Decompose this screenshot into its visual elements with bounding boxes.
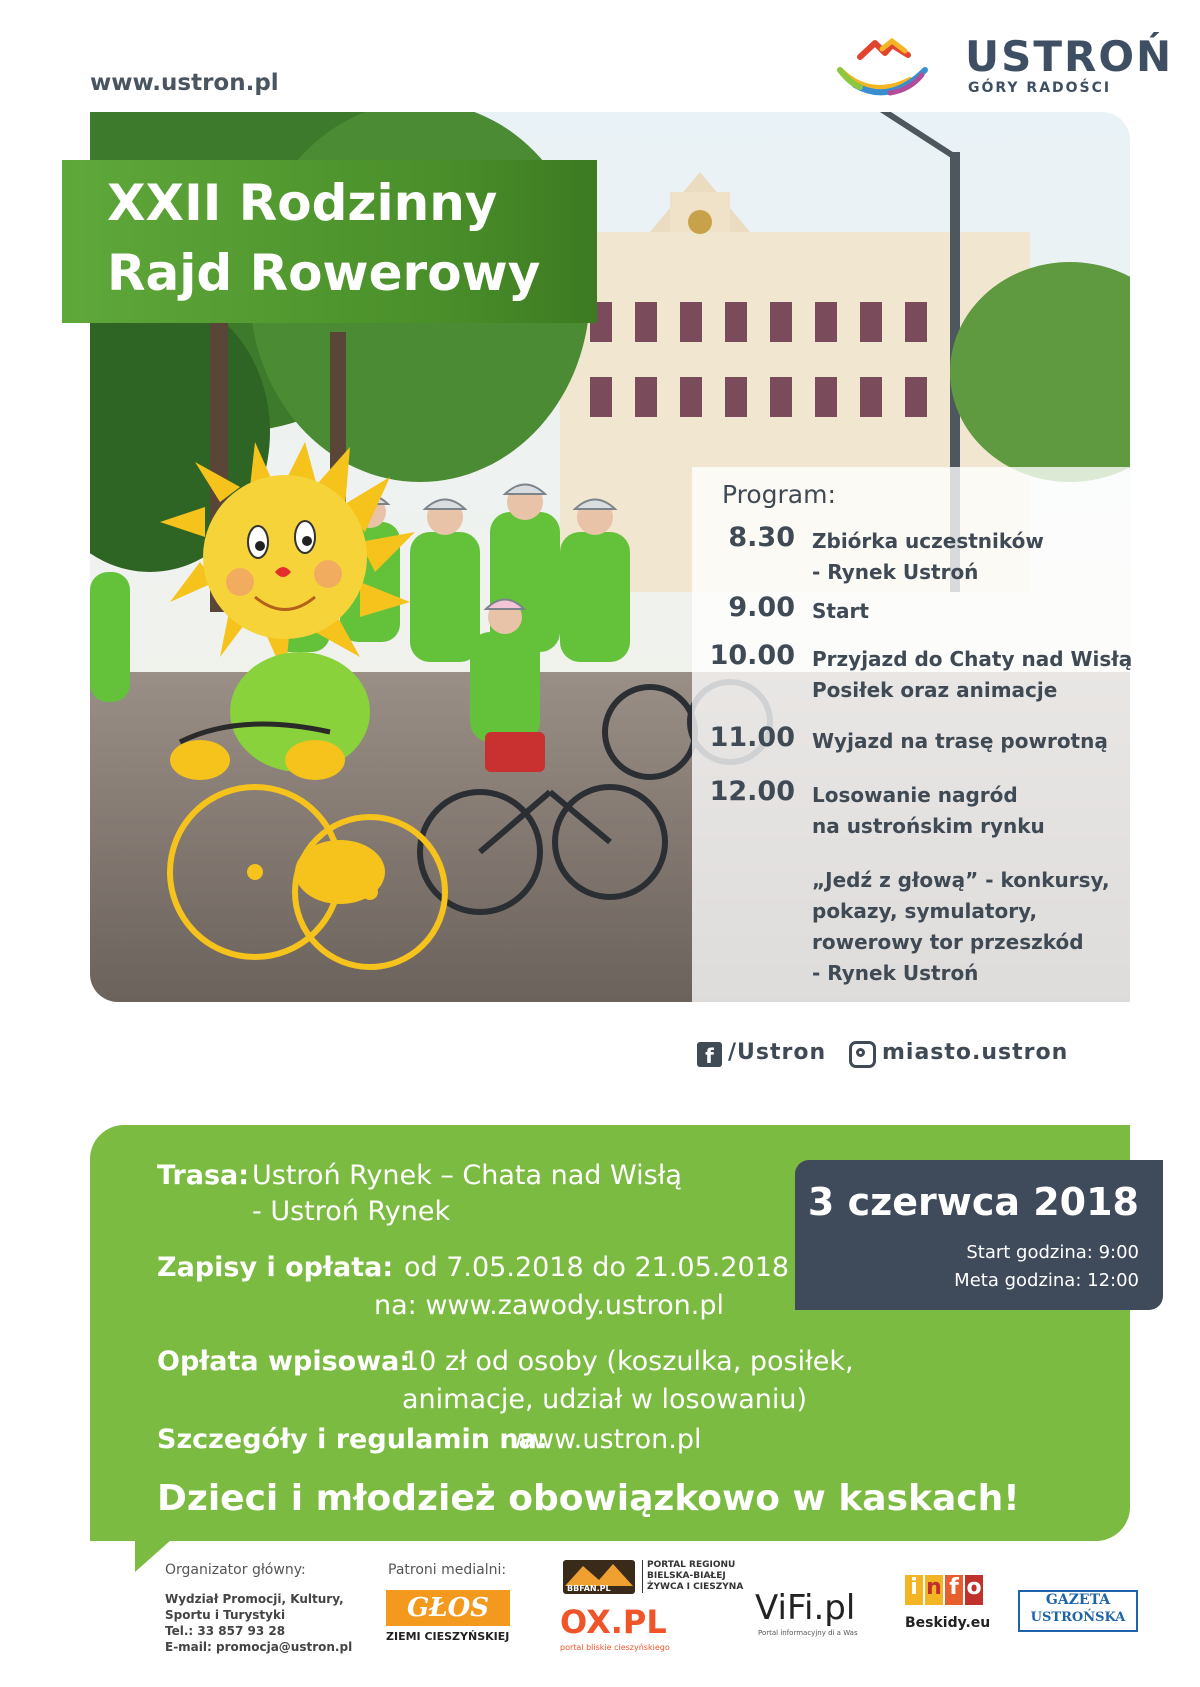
- gazeta-line: USTROŃSKA: [1030, 1610, 1126, 1625]
- bbfan-logo-text: BBFAN.PL: [567, 1584, 611, 1593]
- signup-label: Zapisy i opłata:: [157, 1252, 394, 1283]
- facebook-icon[interactable]: f: [697, 1042, 722, 1067]
- logo-name: USTROŃ: [965, 32, 1174, 81]
- event-title-banner: [62, 160, 597, 323]
- date-box: [795, 1160, 1163, 1310]
- info-letter: f: [945, 1575, 963, 1605]
- details-url[interactable]: www.ustron.pl: [510, 1424, 702, 1455]
- signup-dates: od 7.05.2018 do 21.05.2018: [404, 1252, 790, 1283]
- bbfan-logo: [563, 1560, 635, 1594]
- fee-label: Opłata wpisowa:: [157, 1346, 411, 1377]
- organizer-line: Sportu i Turystyki: [165, 1608, 286, 1622]
- program-time: 9.00: [728, 592, 795, 623]
- program-desc: [812, 644, 1132, 706]
- program-desc-line: - Rynek Ustroń: [812, 560, 979, 584]
- program-desc-line: Wyjazd na trasę powrotną: [812, 729, 1108, 753]
- program-desc: [812, 865, 1110, 989]
- vifi-logo: ViFi.pl: [755, 1588, 856, 1628]
- oxpl-logo: OX.PL: [560, 1603, 667, 1641]
- program-desc-line: na ustrońskim rynku: [812, 814, 1045, 838]
- bbfan-portal: [642, 1560, 743, 1593]
- info-letter: o: [965, 1575, 983, 1605]
- route-value: Ustroń Rynek – Chata nad Wisłą: [252, 1160, 682, 1191]
- program-time: 10.00: [709, 640, 795, 671]
- organizer-line: Wydział Promocji, Kultury,: [165, 1592, 344, 1606]
- program-time: 12.00: [709, 776, 795, 807]
- vifi-subtitle: Portal informacyjny di a Was: [758, 1629, 858, 1637]
- route-value: - Ustroń Rynek: [252, 1196, 451, 1227]
- info-letter: i: [905, 1575, 923, 1605]
- organizer-line: Tel.: 33 857 93 28: [165, 1624, 286, 1638]
- event-title-line1: XXII Rodzinny: [107, 174, 498, 232]
- gazeta-ustronska-logo: [1018, 1590, 1138, 1632]
- logo-mark-icon: [830, 35, 940, 105]
- program-heading: Program:: [722, 480, 836, 509]
- event-title-line2: Rajd Rowerowy: [107, 244, 541, 302]
- organizer-email[interactable]: E-mail: promocja@ustron.pl: [165, 1640, 353, 1654]
- instagram-link[interactable]: miasto.ustron: [882, 1040, 1069, 1065]
- program-desc-line: „Jedź z głową” - konkursy,: [812, 868, 1110, 892]
- fee-value: 10 zł od osoby (koszulka, posiłek,: [402, 1346, 854, 1377]
- patrons-heading: Patroni medialni:: [388, 1562, 507, 1578]
- program-desc: [812, 780, 1045, 842]
- fee-value: animacje, udział w losowaniu): [402, 1384, 808, 1415]
- site-url[interactable]: www.ustron.pl: [90, 70, 279, 96]
- instagram-icon[interactable]: [849, 1041, 876, 1068]
- helmet-warning: Dzieci i młodzież obowiązkowo w kaskach!: [157, 1478, 1020, 1519]
- program-desc-line: Start: [812, 599, 869, 623]
- program-desc-line: - Rynek Ustroń: [812, 961, 979, 985]
- signup-url[interactable]: na: www.zawody.ustron.pl: [374, 1290, 724, 1321]
- program-desc: [812, 726, 1108, 757]
- facebook-link[interactable]: /Ustron: [728, 1040, 827, 1065]
- program-desc-line: pokazy, symulatory,: [812, 899, 1038, 923]
- program-desc-line: Posiłek oraz animacje: [812, 678, 1058, 702]
- program-desc: [812, 596, 869, 627]
- organizer-heading: Organizator główny:: [165, 1562, 306, 1578]
- bbfan-portal-line: BIELSKA-BIAŁEJ: [647, 1571, 726, 1581]
- route-label: Trasa:: [157, 1160, 250, 1191]
- program-desc-line: Losowanie nagród: [812, 783, 1018, 807]
- glos-subtitle: ZIEMI CIESZYŃSKIEJ: [386, 1630, 510, 1643]
- event-date: 3 czerwca 2018: [807, 1180, 1139, 1224]
- program-time: 11.00: [709, 722, 795, 753]
- program-desc-line: rowerowy tor przeszkód: [812, 930, 1084, 954]
- details-label: Szczegóły i regulamin na:: [157, 1424, 548, 1455]
- finish-time: Meta godzina: 12:00: [954, 1270, 1139, 1291]
- program-desc: [812, 526, 1044, 588]
- gazeta-line: GAZETA: [1045, 1592, 1111, 1608]
- glos-logo: GŁOS: [386, 1590, 510, 1626]
- info-beskidy-subtitle: Beskidy.eu: [905, 1615, 991, 1631]
- start-time: Start godzina: 9:00: [966, 1242, 1139, 1263]
- bbfan-portal-line: ŻYWCA I CIESZYNA: [647, 1582, 744, 1592]
- logo-tagline: GÓRY RADOŚCI: [968, 80, 1112, 96]
- bbfan-portal-line: PORTAL REGIONU: [647, 1560, 736, 1570]
- program-desc-line: Zbiórka uczestników: [812, 529, 1044, 553]
- oxpl-subtitle: portal bliskie cieszyńskiego: [560, 1643, 670, 1652]
- info-beskidy-logo: [905, 1575, 983, 1605]
- program-desc-line: Przyjazd do Chaty nad Wisłą: [812, 647, 1133, 671]
- info-letter: n: [925, 1575, 943, 1605]
- program-time: 8.30: [728, 522, 795, 553]
